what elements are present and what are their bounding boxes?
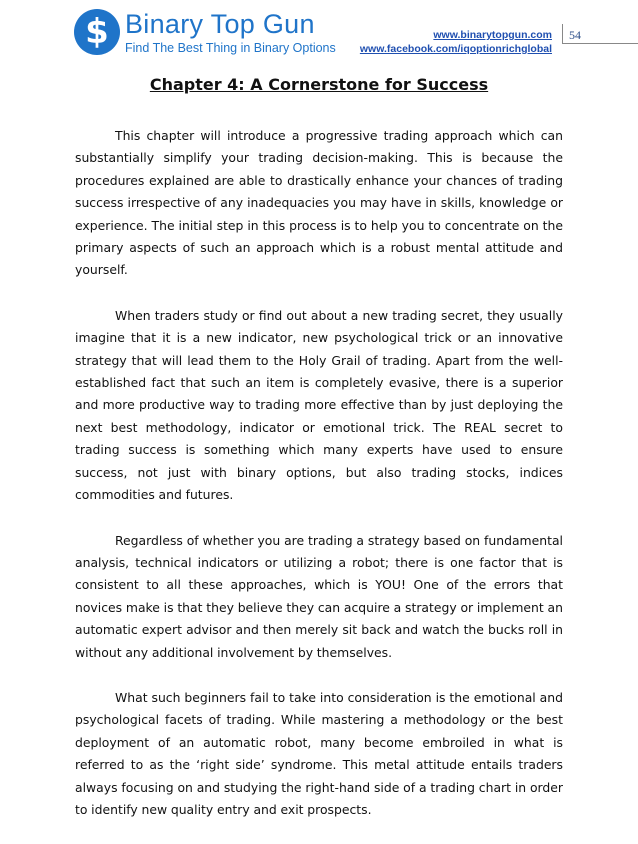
brand-logo xyxy=(74,8,336,58)
paragraph-3: Regardless of whether you are trading a strategy based on fundamental analysis, technical indicators or utilizing a robot; there is one factor that is consistent to all these approaches, which is YOU! One of the errors that novices make is that they believe they can acquire a strategy or implement an automatic expert advisor and then merely sit back and watch the bucks roll in without any additional involvement by themselves. xyxy=(75,532,563,660)
chapter-title: Chapter 4: A Cornerstone for Success xyxy=(149,75,489,94)
dollar-icon: $ xyxy=(74,9,120,55)
body-text xyxy=(75,125,563,844)
header-links xyxy=(360,28,552,56)
paragraph-4: What such beginners fail to take into consideration is the emotional and psychological facets of trading. While mastering a methodology or the best deployment of an automatic robot, many become embroiled in what is referred to as the ‘right side’ syndrome. This metal attitude entails traders always focusing on and studying the right-hand side of a trading chart in order to identify new quality entry and exit prospects. xyxy=(75,689,563,817)
paragraph-2: When traders study or find out about a new trading secret, they usually imagine that it is a new indicator, new psychological trick or an innovative strategy that will lead them to the Holy Grail of trading. Apart from the well-established fact that such an item is completely evasive, there is a superior and more productive way to trading more effective than by just deploying the next best methodology, indicator or emotional trick. The REAL secret to trading success is something which many experts have used to ensure success, not just with binary options, but also trading stocks, indices commodities and futures. xyxy=(75,307,563,503)
website-link[interactable]: www.binarytopgun.com xyxy=(433,29,552,41)
page-number: 54 xyxy=(562,24,638,44)
brand-name: Binary Top Gun xyxy=(125,9,315,39)
facebook-link[interactable]: www.facebook.com/iqoptionrichglobal xyxy=(359,43,552,55)
brand-tagline: Find The Best Thing in Binary Options xyxy=(125,41,336,55)
paragraph-1: This chapter will introduce a progressive trading approach which can substantially simplify your trading decision-making. This is because the procedures explained are able to drastically enhance your chances of trading success irrespective of any inadequacies you may have in skills, knowledge or experience. The initial step in this process is to help you to concentrate on the primary aspects of such an approach which is a robust mental attitude and yourself. xyxy=(75,128,563,278)
